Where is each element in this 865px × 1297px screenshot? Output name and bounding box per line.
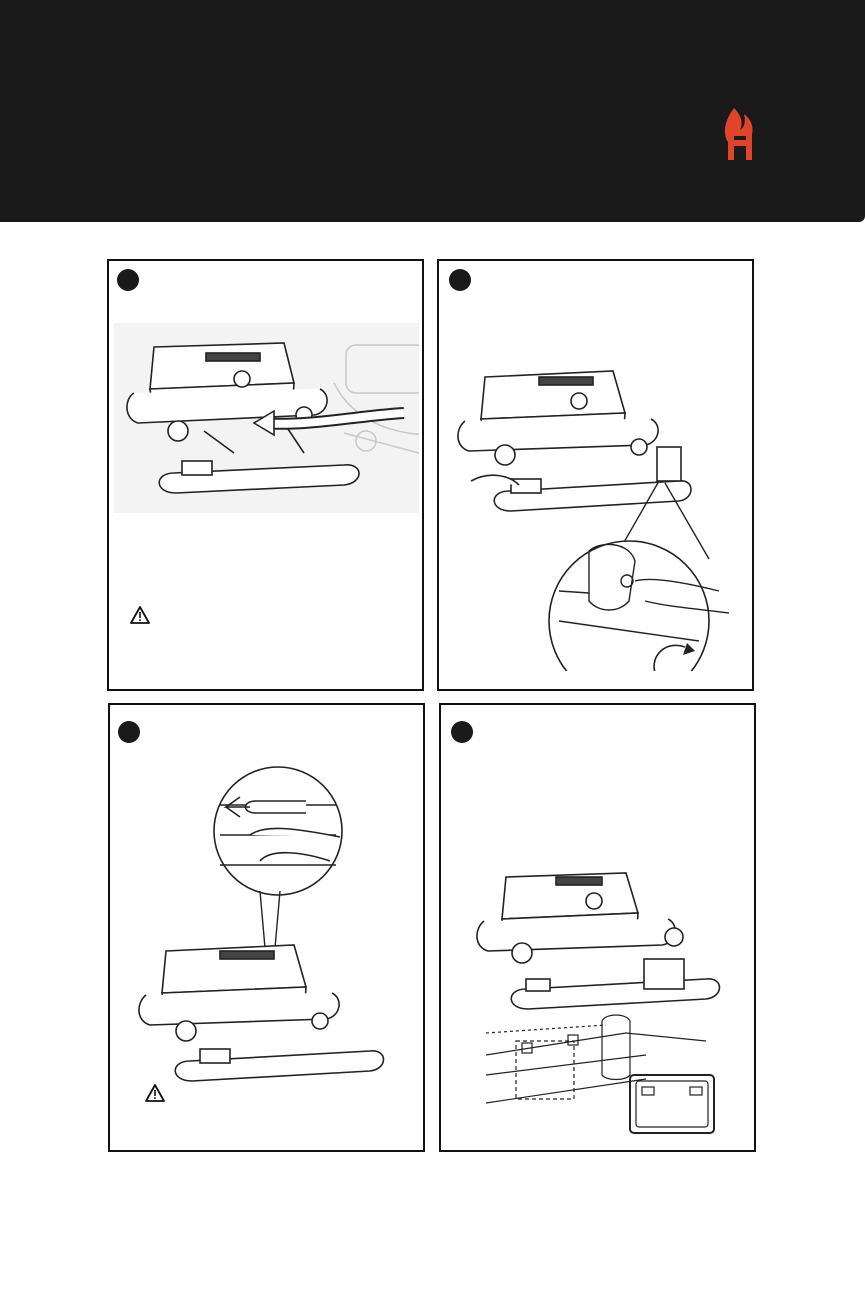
step-3-number: 3 xyxy=(118,721,140,743)
warning-icon xyxy=(144,1083,166,1103)
step-2-panel xyxy=(437,259,754,691)
step-1-panel xyxy=(107,259,424,691)
step-1-number: 1 xyxy=(117,269,139,291)
step-2-number: 2 xyxy=(449,269,471,291)
flame-h-logo-icon xyxy=(720,106,760,162)
header-banner xyxy=(0,0,865,222)
warning-icon xyxy=(129,605,151,625)
step-3-panel xyxy=(108,703,425,1152)
grill-slide-onto-hitch-illustration-icon xyxy=(114,323,419,513)
license-plate-mount-illustration-icon xyxy=(466,865,736,1135)
step-4-number: 4 xyxy=(451,721,473,743)
step-4-panel xyxy=(439,703,756,1152)
hitch-bolt-tighten-illustration-icon xyxy=(449,351,749,671)
latch-lock-illustration-icon xyxy=(130,765,410,1095)
